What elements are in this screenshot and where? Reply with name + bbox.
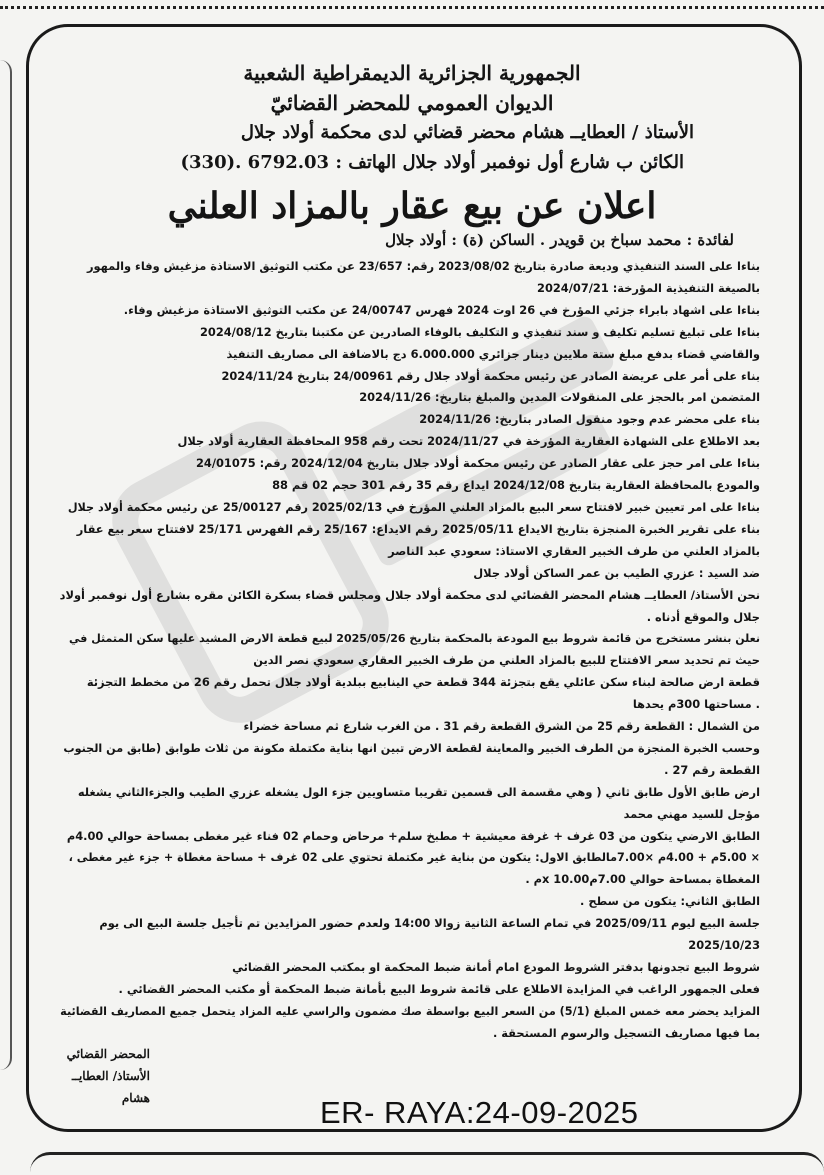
notice-line: وحسب الخبرة المنجزة من الطرف الخبير والمعاينة لقطعة الارض تبين انها بناية مكتملة مكونة من ثلاث طوابق (طابق من الجنوب bbox=[63, 741, 760, 755]
beneficiary-line: لفائدة : محمد سباخ بن قويدر . الساكن (ة) : أولاد جلال bbox=[385, 231, 734, 249]
notice-line: المغطاة بمساحة حوالي 7.00مx 10.00م . bbox=[525, 872, 760, 887]
notice-line: الطابق الثاني: يتكون من سطح . bbox=[580, 894, 760, 909]
state-name: الجمهورية الجزائرية الديمقراطية الشعبية bbox=[243, 61, 581, 85]
notice-line: فعلى الجمهور الراغب في المزايدة الاطلاع على قائمة شروط البيع بأمانة ضبط المحكمة أو مكتب المحضر القضائي . bbox=[118, 981, 760, 996]
top-dotted-border bbox=[0, 6, 824, 13]
notice-line: بناء على أمر على عريضة الصادر عن رئيس محكمة أولاد جلال رقم 24/00961 بتاريخ 2024/11/24 bbox=[221, 368, 760, 383]
next-ad-border bbox=[30, 1152, 824, 1175]
notice-line: نحن الأستاذ/ العطايــ هشام المحضر القضائي لدى محكمة أولاد جلال ومجلس قضاء بسكرة الكائن مقره بشارع أول نوفمبر أولاد bbox=[59, 587, 760, 602]
notice-line: حيث تم تحديد سعر الافتتاح للبيع بالمزاد العلني من طرف الخبير العقاري سعودي نصر الدين bbox=[253, 653, 760, 668]
notice-line: والمودع بالمحافظة العقارية بتاريخ 2024/12/08 ايداع رقم 35 رقم 301 حجم 02 قم 88 bbox=[272, 478, 760, 493]
notice-line: من الشمال : القطعة رقم 25 من الشرق القطعة رقم 31 . من الغرب شارع ثم مساحة خضراء bbox=[243, 719, 760, 734]
notice-line: مؤجل للسيد مهني محمد bbox=[623, 806, 760, 821]
bailiff-name: الأستاذ / العطايــ هشام محضر قضائي لدى محكمة أولاد جلال bbox=[240, 122, 694, 143]
signature-role: المحضر القضائي bbox=[66, 1047, 150, 1061]
notice-line: ضد السيد : عزري الطيب بن عمر الساكن أولاد جلال bbox=[473, 565, 760, 580]
notice-line: جلال والموقع أدناه . bbox=[646, 609, 760, 624]
notice-line: × 5.00م + 4.00م ×7.00مالطابق الاول: يتكون من بناية غير مكتملة تحتوي على 02 غرف + مساحة مغطاة + جزء غير مغطى ، bbox=[68, 851, 760, 865]
notice-line: القطعة رقم 27 . bbox=[664, 762, 760, 777]
office-name: الديوان العمومي للمحضر القضائيّ bbox=[270, 91, 554, 115]
notice-line: . مساحتها 300م يحدها bbox=[632, 697, 760, 712]
notice-line: 2025/10/23 bbox=[688, 938, 760, 953]
notice-line: شروط البيع تجدونها بدفتر الشروط المودع امام أمانة ضبط المحكمة او بمكتب المحضر القضائي bbox=[232, 960, 760, 974]
notice-line: نعلن بنشر مستخرج من قائمة شروط بيع المودعة بالمحكمة بتاريخ 2025/05/26 لبيع قطعة الارض المشيد عليها سكن المتمثل في bbox=[69, 632, 760, 646]
notice-line: بعد الاطلاع على الشهادة العقارية المؤرخة في 2024/11/27 تحت رقم 958 المحافظة العقارية أولاد جلال bbox=[177, 434, 760, 449]
notice-line: بناءا على السند التنفيذي وديعة صادرة بتاريخ 2023/08/02 رقم: 23/657 عن مكتب التوثيق الاستاذة مزغيش وفاء والمهور bbox=[86, 259, 760, 273]
notice-line: بناءا على تبليغ تسليم تكليف و سند تنفيذي و التكليف بالوفاء الصادرين عن مكتبنا بتاريخ 2024/08/12 bbox=[199, 324, 760, 339]
notice-line: بناءا على امر حجز على عقار الصادر عن رئيس محكمة أولاد جلال بتاريخ 2024/12/04 رقم: 24/01075 bbox=[196, 456, 760, 471]
document-header bbox=[60, 58, 764, 178]
publication-stamp: ER- RAYA:24-09-2025 bbox=[320, 1095, 639, 1130]
office-address: الكائن ب شارع أول نوفمبر أولاد جلال الهاتف : 6792.03 .(330) bbox=[180, 152, 684, 173]
notice-line: بناءا على اشهاد بابراء جزئي المؤرخ في 26 اوت 2024 فهرس 24/00747 عن مكتب التوثيق الاستاذة مزغيش وفاء. bbox=[123, 302, 760, 317]
notice-line: بالمزاد العلني من طرف الخبير العقاري الاستاذ: سعودي عبد الناصر bbox=[388, 543, 760, 558]
notice-line: المتضمن امر بالحجز على المنقولات المدين والمبلغ بتاريخ: 2024/11/26 bbox=[359, 390, 760, 405]
signature-name: الأستاذ/ العطايــ هشام bbox=[71, 1069, 150, 1105]
notice-line: المزايد يحضر معه خمس المبلغ (5/1) من السعر البيع بواسطة صك مضمون والراسي عليه المزاد يتحمل جميع المصاريف القضائية bbox=[60, 1004, 760, 1018]
notice-line: بناء على تقرير الخبرة المنجزة بتاريخ الايداع 2025/05/11 رقم الايداع: 25/167 رقم الفهرس 25/171 لافتتاح سعر بيع عقار bbox=[76, 521, 760, 536]
signature-block bbox=[40, 1043, 150, 1109]
notice-line: ارض طابق الأول طابق ثاني ( وهي مقسمة الى قسمين تقريبا متساويين جزء الول يشغله عزري الطيب والجزءالثاني يشغله bbox=[77, 784, 760, 799]
notice-body bbox=[60, 256, 760, 1045]
page-title: اعلان عن بيع عقار بالمزاد العلني bbox=[167, 185, 657, 227]
notice-line: جلسة البيع ليوم 2025/09/11 في تمام الساعة الثانية زوالا 14:00 ولعدم حضور المزايدين تم تأجيل جلسة البيع الى يوم bbox=[99, 916, 760, 931]
notice-line: بما فيها مصاريف التسجيل والرسوم المستحقة . bbox=[492, 1025, 760, 1040]
adjacent-column-edge bbox=[0, 60, 12, 1070]
notice-line: بالصيغة التنفيذية المؤرخة: 2024/07/21 bbox=[537, 280, 760, 295]
notice-line: قطعة ارض صالحة لبناء سكن عائلي يقع بتجزئة 344 قطعة حي الينابيع ببلدية أولاد جلال تحمل رقم 26 من مخطط التجزئة bbox=[86, 675, 760, 690]
notice-line: والقاضي قضاء بدفع مبلغ ستة ملايين دينار جزائري 6.000.000 دج بالاضافة الى مصاريف التنفيذ bbox=[226, 346, 760, 361]
notice-line: بناءا على امر تعيين خبير لافتتاح سعر البيع بالمزاد العلني المؤرخ في 2025/02/13 رقم 25/00127 عن رئيس محكمة أولاد جلال bbox=[67, 500, 760, 514]
notice-line: الطابق الارضي يتكون من 03 غرف + غرفة معيشية + مطبخ سلم+ مرحاض وحمام 02 فناء غير مغطى بمساحة حوالي 4.00م bbox=[66, 828, 760, 843]
notice-line: بناء على محضر عدم وجود منقول الصادر بتاريخ: 2024/11/26 bbox=[419, 412, 760, 427]
